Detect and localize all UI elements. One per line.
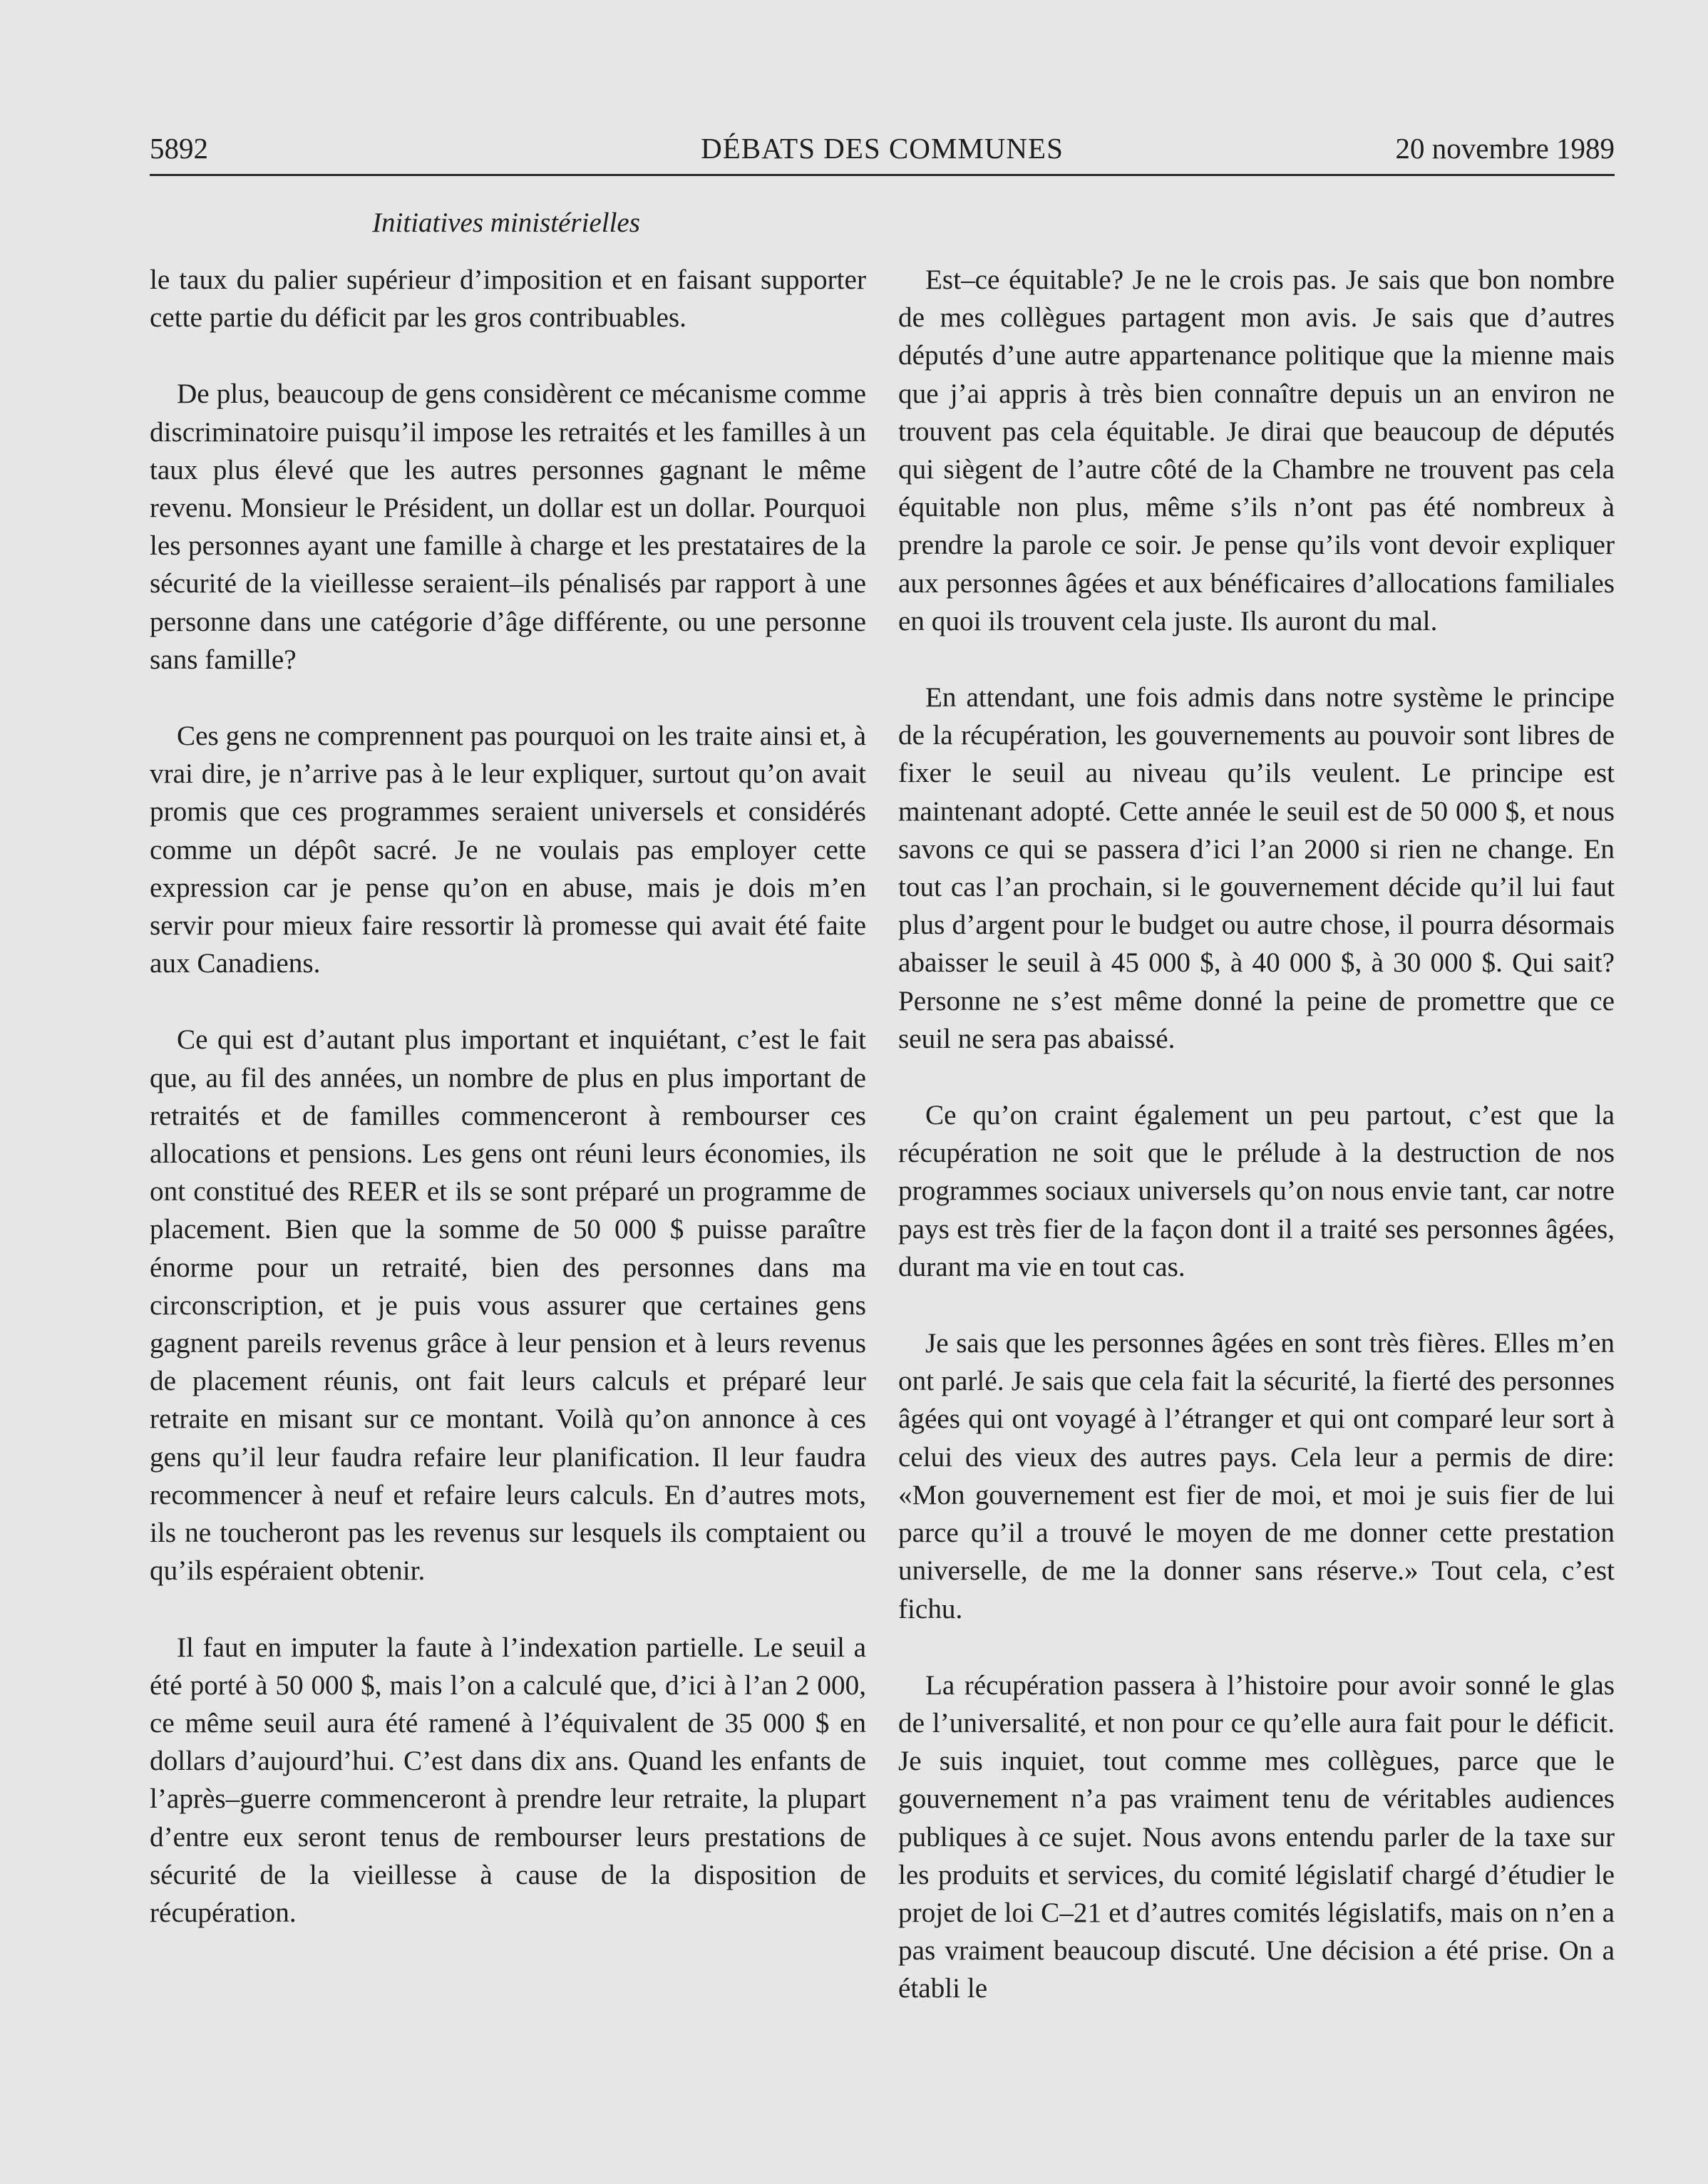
paragraph: De plus, beaucoup de gens considèrent ce mécanisme comme discriminatoire puisqu’il impose les retraités et les familles à un taux plus élevé que les autres personnes gagnant le même revenu. Monsieur le Président, un dollar est un dollar. Pourquoi les personnes ayant une famille à charge et les prestataires de la sécurité de la vieillesse seraient–ils pénalisés par rapport à une personne dans une catégorie d’âge différente, ou une personne sans famille? xyxy=(150,378,866,675)
paragraph: le taux du palier supérieur d’imposition et en faisant supporter cette partie du déficit par les gros contribuables. xyxy=(150,264,866,334)
paragraph: La récupération passera à l’histoire pour avoir sonné le glas de l’universalité, et non pour ce qu’elle aura fait pour le déficit. Je suis inquiet, tout comme mes collègues, parce que le gouvernement n’a pas vraiment tenu de véritables audiences publiques à ce sujet. Nous avons entendu parler de la taxe sur les produits et services, du comité législatif chargé d’étudier le projet de loi C–21 et d’autres comités législatifs, mais on n’en a pas vraiment beaucoup discuté. Une décision a été prise. On a établi le xyxy=(898,1669,1615,2004)
paragraph: Ces gens ne comprennent pas pourquoi on les traite ainsi et, à vrai dire, je n’arrive pas à le leur expliquer, surtout qu’on avait promis que ces programmes seraient universels et considérés comme un dépôt sacré. Je ne voulais pas employer cette expression car je pense qu’on en abuse, mais je dois m’en servir pour mieux faire ressortir là promesse qui avait été faite aux Canadiens. xyxy=(150,721,866,979)
paragraph: En attendant, une fois admis dans notre système le principe de la récupération, les gouvernements au pouvoir sont libres de fixer le seuil au niveau qu’ils veulent. Le principe est maintenant adopté. Cette année le seuil est de 50 000 $, et nous savons ce qui se passera d’ici l’an 2000 si rien ne change. En tout cas l’an prochain, si le gouvernement décide qu’il lui faut plus d’argent pour le budget ou autre chose, il pourra désormais abaisser le seuil à 45 000 $, à 40 000 $, à 30 000 $. Qui sait? Personne ne s’est même donné la peine de promettre que ce seuil ne sera pas abaissé. xyxy=(898,682,1615,1054)
page-header xyxy=(150,130,1615,176)
section-heading: Initiatives ministérielles xyxy=(372,207,640,238)
header-date: 20 novembre 1989 xyxy=(1395,132,1615,165)
paragraph: Ce qui est d’autant plus important et inquiétant, c’est le fait que, au fil des années, un nombre de plus en plus important de retraités et de familles commenceront à rembourser ces allocations et pensions. Les gens ont réuni leurs économies, ils ont constitué des REER et ils se sont préparé un programme de placement. Bien que la somme de 50 000 $ puisse paraître énorme pour un retraité, bien des personnes dans ma circonscription, et je puis vous assurer que certaines gens gagnent pareils revenus grâce à leur pension et à leurs revenus de placement réunis, ont fait leurs calculs et préparé leur retraite en misant sur ce montant. Voilà qu’on annonce à ces gens qu’il leur faudra refaire leur planification. Il leur faudra recommencer à neuf et refaire leurs calculs. En d’autres mots, ils ne toucheront pas les revenus sur lesquels ils comptaient ou qu’ils espéraient obtenir. xyxy=(150,1024,866,1587)
right-column xyxy=(898,261,1615,2008)
paragraph: Ce qu’on craint également un peu partout, c’est que la récupération ne soit que le prélude à la destruction de nos programmes sociaux universels qu’on nous envie tant, car notre pays est très fier de la façon dont il a traité ses personnes âgées, durant ma vie en tout cas. xyxy=(898,1100,1615,1282)
left-column xyxy=(150,261,866,1932)
paragraph: Il faut en imputer la faute à l’indexation partielle. Le seuil a été porté à 50 000 $, mais l’on a calculé que, d’ici à l’an 2 000, ce même seuil aura été ramené à l’équivalent de 35 000 $ en dollars d’aujourd’hui. C’est dans dix ans. Quand les enfants de l’après–guerre commenceront à prendre leur retraite, la plupart d’entre eux seront tenus de rembourser leurs prestations de sécurité de la vieillesse à cause de la disposition de récupération. xyxy=(150,1632,866,1928)
journal-title: DÉBATS DES COMMUNES xyxy=(701,132,1064,165)
paragraph: Je sais que les personnes âgées en sont très fières. Elles m’en ont parlé. Je sais que cela fait la sécurité, la fierté des personnes âgées qui ont voyagé à l’étranger et qui ont comparé leur sort à celui des vieux des autres pays. Cela leur a permis de dire: «Mon gouvernement est fier de moi, et moi je suis fier de lui parce qu’il a trouvé le moyen de me donner cette prestation universelle, de me la donner sans réserve.» Tout cela, c’est fichu. xyxy=(898,1328,1615,1624)
paragraph: Est–ce équitable? Je ne le crois pas. Je sais que bon nombre de mes collègues partagent mon avis. Je sais que d’autres députés d’une autre appartenance politique que la mienne mais que j’ai appris à très bien connaître depuis un an environ ne trouvent pas cela équitable. Je dirai que beaucoup de députés qui siègent de l’autre côté de la Chambre ne trouvent pas cela équitable non plus, même s’ils n’ont pas été nombreux à prendre la parole ce soir. Je pense qu’ils vont devoir expliquer aux personnes âgées et aux bénéficaires d’allocations familiales en quoi ils trouvent cela juste. Ils auront du mal. xyxy=(898,264,1615,637)
page-number: 5892 xyxy=(150,132,208,165)
